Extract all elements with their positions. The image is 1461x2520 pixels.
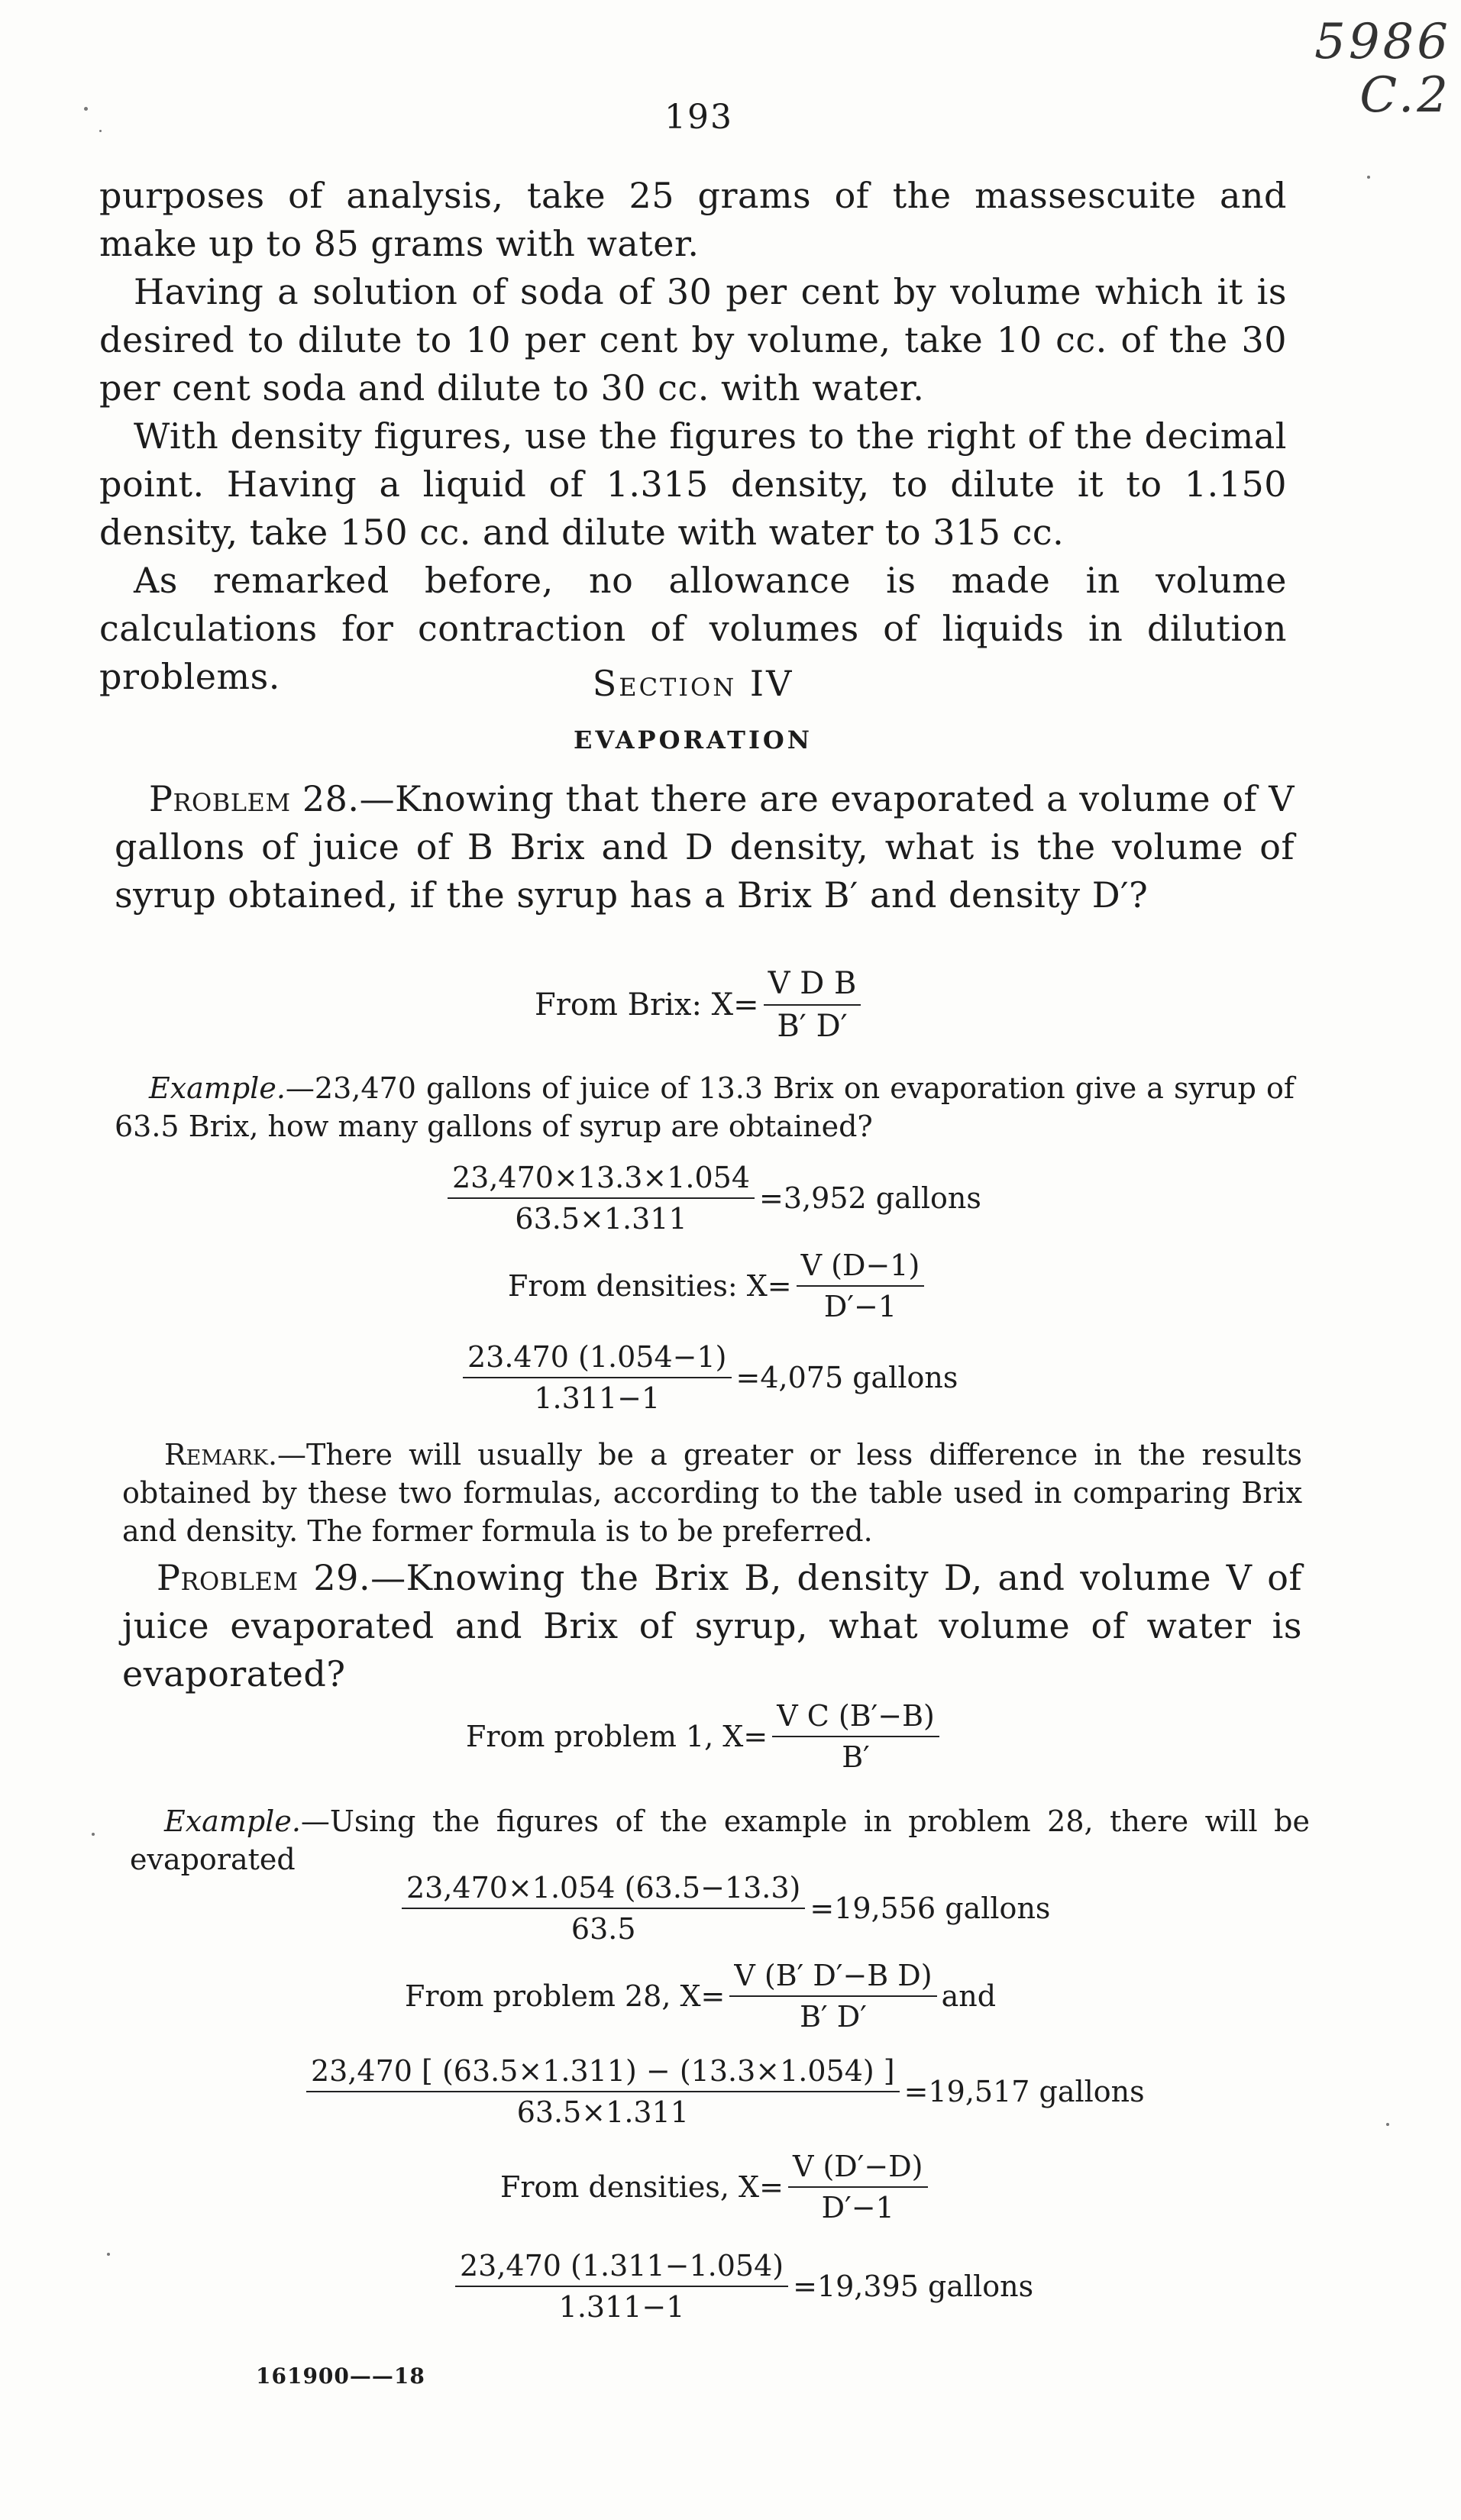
remark-text: —There will usually be a greater or less difference in the results obtained by these two formulas, according to the table used in comparing Brix and density. The former formula is to be preferred. (122, 1438, 1302, 1548)
calculation-problem-1 (397, 1871, 1050, 1946)
formula-prefix: From densities, X= (500, 2170, 784, 2204)
fraction (455, 2249, 788, 2324)
denominator: 1.311−1 (558, 2290, 685, 2324)
denominator: 63.5×1.311 (516, 2095, 689, 2129)
fraction (306, 2054, 900, 2129)
denominator: B′ (842, 1740, 870, 1774)
example-28 (115, 1069, 1295, 1145)
remark-label: Remark. (164, 1438, 278, 1472)
scan-speck (107, 2253, 110, 2256)
numerator: V (B′ D′−B D) (729, 1959, 936, 1997)
example-text: —Using the figures of the example in problem 28, there will be evaporated (130, 1804, 1310, 1876)
numerator: V (D−1) (797, 1249, 925, 1287)
problem-29-statement (122, 1554, 1302, 1698)
numerator: 23,470×1.054 (63.5−13.3) (402, 1871, 805, 1909)
fraction (402, 1871, 805, 1946)
fraction (797, 1249, 925, 1323)
result: =3,952 gallons (759, 1181, 981, 1215)
denominator: D′−1 (823, 1290, 897, 1323)
scan-speck (1367, 176, 1370, 179)
example-label: Example. (164, 1804, 301, 1838)
calculation-density (458, 1340, 958, 1415)
problem-text: —Knowing the Brix B, density D, and volume V of juice evaporated and Brix of syrup, what volume of water is evaporated? (122, 1557, 1302, 1695)
formula-brix (535, 966, 865, 1044)
problem-text: —Knowing that there are evaporated a volume of V gallons of juice of B Brix and D density, what is the volume of syrup obtained, if the syrup has a Brix B′ and density D′? (115, 778, 1295, 916)
result: =4,075 gallons (735, 1361, 958, 1394)
numerator: 23,470 (1.311−1.054) (455, 2249, 788, 2287)
fraction (788, 2150, 928, 2224)
scan-speck (92, 1833, 95, 1836)
denominator: 63.5 (571, 1912, 636, 1946)
fraction (729, 1959, 936, 2034)
denominator: 1.311−1 (534, 1381, 661, 1415)
paragraph: With density figures, use the figures to the right of the decimal point. Having a liquid of 1.315 density, to dilute it to 1.150 density, take 150 cc. and dilute with water to 315 cc. (99, 415, 1287, 553)
page-number: 193 (664, 98, 733, 137)
scan-speck (84, 107, 88, 111)
example-label: Example. (149, 1071, 286, 1105)
remark (122, 1436, 1302, 1550)
result: =19,556 gallons (810, 1892, 1051, 1925)
section-title: Section IV (592, 663, 794, 704)
paragraph: purposes of analysis, take 25 grams of the massescuite and make up to 85 grams with water. (99, 175, 1287, 264)
formula-prefix: From problem 1, X= (466, 1720, 768, 1753)
formula-problem-1 (466, 1699, 944, 1774)
example-29 (130, 1802, 1310, 1879)
formula-prefix: From Brix: X= (535, 987, 759, 1023)
footer-printer-code: 161900——18 (256, 2363, 425, 2389)
denominator: 63.5×1.311 (515, 1202, 687, 1236)
result: =19,517 gallons (903, 2075, 1145, 2108)
denominator: B′ D′ (800, 2000, 867, 2034)
paragraph: As remarked before, no allowance is made in volume calculations for contraction of volumes of liquids in dilution problems. (99, 560, 1287, 697)
example-text: —23,470 gallons of juice of 13.3 Brix on evaporation give a syrup of 63.5 Brix, how many gallons of syrup are obtained? (115, 1071, 1295, 1143)
problem-label: Problem 28. (149, 778, 360, 819)
problem-28-statement (115, 775, 1295, 919)
formula-density (508, 1249, 929, 1323)
formula-problem-28 (405, 1959, 996, 2034)
fraction (463, 1340, 732, 1415)
calculation-problem-28 (302, 2054, 1145, 2129)
scan-speck (99, 130, 102, 132)
numerator: 23,470 [ (63.5×1.311) − (13.3×1.054) ] (306, 2054, 900, 2092)
intro-text-block (99, 172, 1287, 701)
numerator: 23.470 (1.054−1) (463, 1340, 732, 1378)
numerator: V C (B′−B) (772, 1699, 939, 1737)
numerator: 23,470×13.3×1.054 (448, 1161, 755, 1199)
formula-suffix: and (941, 1979, 997, 2013)
section-subtitle: EVAPORATION (573, 725, 813, 754)
numerator: V D B (764, 966, 861, 1006)
denominator: D′−1 (821, 2191, 894, 2224)
fraction (448, 1161, 755, 1236)
formula-prefix: From problem 28, X= (405, 1979, 726, 2013)
paragraph: Having a solution of soda of 30 per cent by volume which it is desired to dilute to 10 per cent by volume, take 10 cc. of the 30 per cent soda and dilute to 30 cc. with water. (99, 271, 1287, 409)
numerator: V (D′−D) (788, 2150, 928, 2188)
calculation-brix (443, 1161, 981, 1236)
scan-speck (1386, 2123, 1389, 2126)
calculation-densities (451, 2249, 1033, 2324)
fraction (772, 1699, 939, 1774)
denominator: B′ D′ (777, 1009, 848, 1044)
fraction (764, 966, 861, 1044)
formula-densities (500, 2150, 933, 2224)
result: =19,395 gallons (793, 2270, 1034, 2303)
formula-prefix: From densities: X= (508, 1269, 792, 1303)
problem-label: Problem 29. (157, 1557, 371, 1598)
handwritten-annotation: 5986 C.2 (1314, 14, 1451, 124)
